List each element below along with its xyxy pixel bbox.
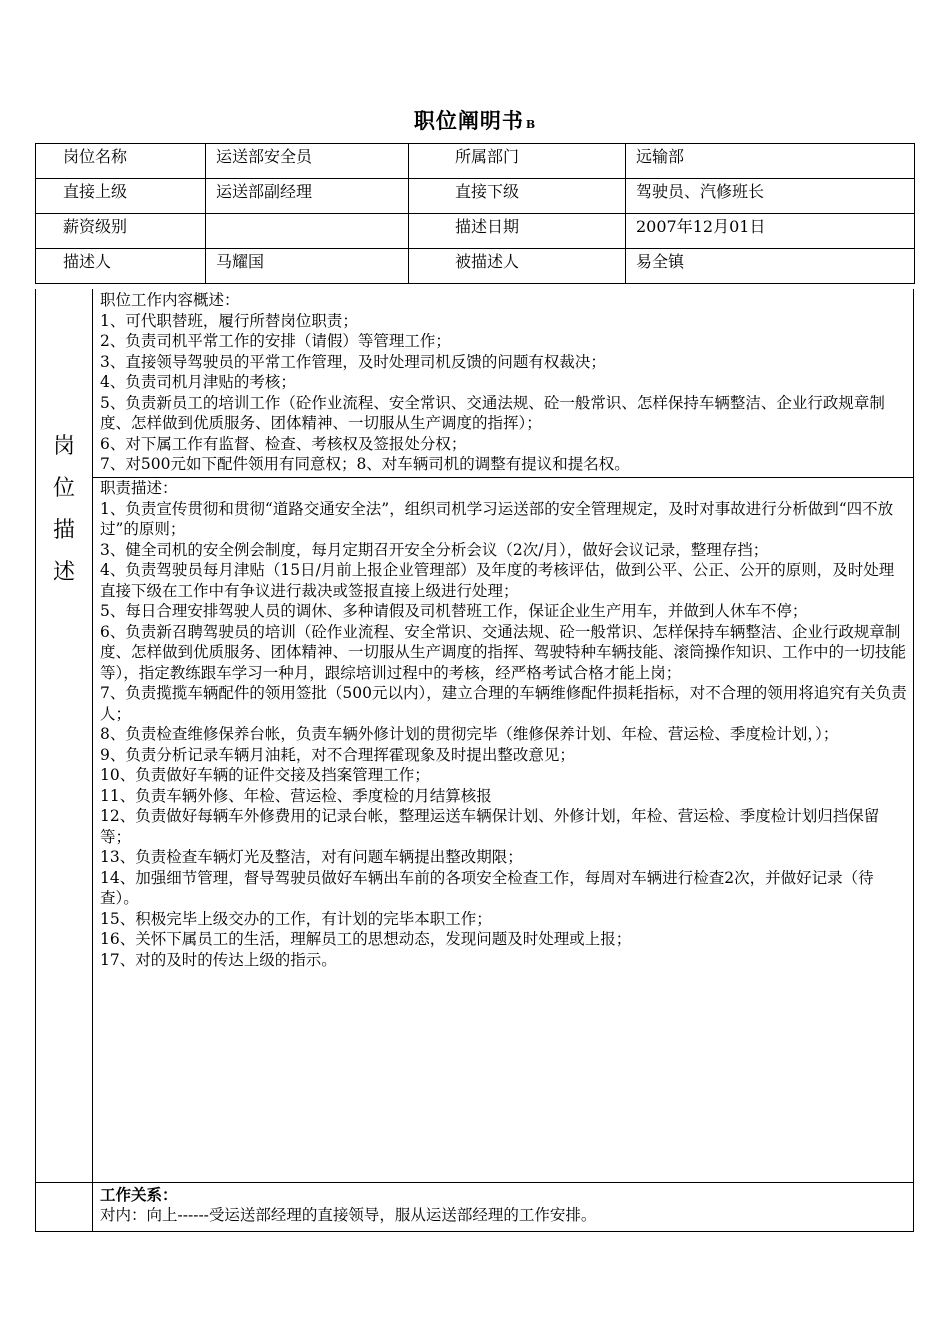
overview-line: 7、对500元如下配件领用有同意权；8、对车辆司机的调整有提议和提名权。 bbox=[100, 455, 630, 473]
info-row-superior bbox=[36, 179, 915, 214]
overview-line: 职位工作内容概述： bbox=[100, 291, 240, 309]
info-table bbox=[35, 143, 915, 284]
duties-line: 8、负责检查维修保养台帐，负责车辆外修计划的贯彻完毕（维修保养计划、年检、营运检、季度检计划，）； bbox=[100, 725, 839, 743]
work-relations-text: 对内：向上------受运送部经理的直接领导，服从运送部经理的工作安排。 bbox=[100, 1206, 597, 1224]
duties-line: 14、加强细节管理，督导驾驶员做好车辆出车前的各项安全检查工作，每周对车辆进行检查2次，并做好记录（待查）。 bbox=[100, 868, 874, 907]
position-name-label: 岗位名称 bbox=[36, 144, 206, 179]
document-title-suffix: B bbox=[525, 118, 537, 131]
side-label-char-1: 岗 bbox=[52, 434, 75, 459]
overview-line: 5、负责新员工的培训工作（砼作业流程、安全常识、交通法规、砼一般常识、怎样保持车辆整洁、企业行政规章制度、怎样做到优质服务、团体精神、一切服从生产调度的指挥）； bbox=[100, 393, 885, 432]
overview-line: 1、可代职替班，履行所替岗位职责； bbox=[100, 311, 358, 330]
duties-line: 9、负责分析记录车辆月油耗，对不合理挥霍现象及时提出整改意见； bbox=[100, 745, 575, 764]
duties-line: 17、对的及时的传达上级的指示。 bbox=[100, 950, 337, 969]
duties-line: 11、负责车辆外修、年检、营运检、季度检的月结算核报 bbox=[100, 786, 492, 805]
document-title bbox=[0, 105, 950, 135]
duties-block bbox=[100, 478, 908, 970]
info-row-position bbox=[36, 144, 915, 179]
direct-superior-value: 运送部副经理 bbox=[206, 179, 409, 214]
info-row-salary bbox=[36, 214, 915, 249]
salary-level-label: 薪资级别 bbox=[36, 214, 206, 249]
duties-line: 5、每日合理安排驾驶人员的调休、多种请假及司机替班工作，保证企业生产用车，并做到人休车不停； bbox=[100, 602, 808, 620]
duties-line: 12、负责做好每辆车外修费用的记录台帐，整理运送车辆保计划、外修计划，年检、营运检、季度检计划归挡保留等； bbox=[100, 807, 880, 846]
direct-superior-label: 直接上级 bbox=[36, 179, 206, 214]
overview-block bbox=[100, 290, 908, 475]
duties-line: 1、负责宣传贯彻和贯彻“道路交通安全法”，组织司机学习运送部的安全管理规定，及时对事故进行分析做到“四不放过”的原则； bbox=[100, 499, 894, 538]
description-date-value: 2007年12月01日 bbox=[626, 214, 915, 249]
describer-value: 马耀国 bbox=[206, 249, 409, 284]
duties-line: 4、负责驾驶员每月津贴（15日/月前上报企业管理部）及年度的考核评估，做到公平、公正、公开的原则，及时处理直接下级在工作中有争议进行裁决或签报直接上级进行处理； bbox=[100, 561, 895, 600]
department-label: 所属部门 bbox=[409, 144, 626, 179]
overview-line: 6、对下属工作有监督、检查、考核权及签报处分权； bbox=[100, 434, 467, 453]
side-label-char-3: 描 bbox=[52, 518, 75, 543]
duties-line: 7、负责揽揽车辆配件的领用签批（500元以内），建立合理的车辆维修配件损耗指标，对不合理的领用将追究有关负责人； bbox=[100, 684, 907, 723]
side-label-char-4: 述 bbox=[52, 560, 75, 585]
described-person-value: 易全镇 bbox=[626, 249, 915, 284]
work-relations-section bbox=[35, 1182, 914, 1232]
info-row-describer bbox=[36, 249, 915, 284]
job-description-side-column bbox=[36, 289, 93, 1182]
description-date-label: 描述日期 bbox=[409, 214, 626, 249]
duties-line: 3、健全司机的安全例会制度，每月定期召开安全分析会议（2次/月），做好会议记录，整理存挡； bbox=[100, 540, 769, 559]
department-value: 远输部 bbox=[626, 144, 915, 179]
overview-line: 4、负责司机月津贴的考核； bbox=[100, 373, 296, 391]
duties-line: 职责描述： bbox=[100, 479, 178, 497]
document-title-text: 职位阐明书 bbox=[413, 108, 524, 133]
overview-line: 3、直接领导驾驶员的平常工作管理，及时处理司机反馈的问题有权裁决； bbox=[100, 352, 606, 371]
duties-line: 16、关怀下属员工的生活，理解员工的思想动态，发现问题及时处理或上报； bbox=[100, 930, 632, 948]
work-relations-title: 工作关系： bbox=[100, 1185, 178, 1204]
overview-line: 2、负责司机平常工作的安排（请假）等管理工作； bbox=[100, 332, 451, 350]
duties-line: 15、积极完毕上级交办的工作，有计划的完毕本职工作； bbox=[100, 909, 492, 928]
duties-line: 6、负责新召聘驾驶员的培训（砼作业流程、安全常识、交通法规、砼一般常识、怎样保持车辆整洁、企业行政规章制度、怎样做到优质服务、团体精神、一切服从生产调度的指挥、驾驶特种车辆技能、滚筒操作知识、工作中的一切技能等），指定教练跟车学习一种月，跟综培训过程中的考核，经严格考试合格才能上岗； bbox=[100, 622, 907, 682]
direct-subordinate-label: 直接下级 bbox=[409, 179, 626, 214]
describer-label: 描述人 bbox=[36, 249, 206, 284]
described-person-label: 被描述人 bbox=[409, 249, 626, 284]
job-description-section bbox=[35, 289, 914, 1183]
salary-level-value bbox=[206, 214, 409, 249]
work-relations-side-column bbox=[36, 1183, 93, 1231]
side-label-char-2: 位 bbox=[52, 476, 75, 501]
duties-line: 13、负责检查车辆灯光及整洁，对有问题车辆提出整改期限； bbox=[100, 848, 523, 866]
direct-subordinate-value: 驾驶员、汽修班长 bbox=[626, 179, 915, 214]
duties-line: 10、负责做好车辆的证件交接及挡案管理工作； bbox=[100, 766, 430, 784]
position-name-value: 运送部安全员 bbox=[206, 144, 409, 179]
